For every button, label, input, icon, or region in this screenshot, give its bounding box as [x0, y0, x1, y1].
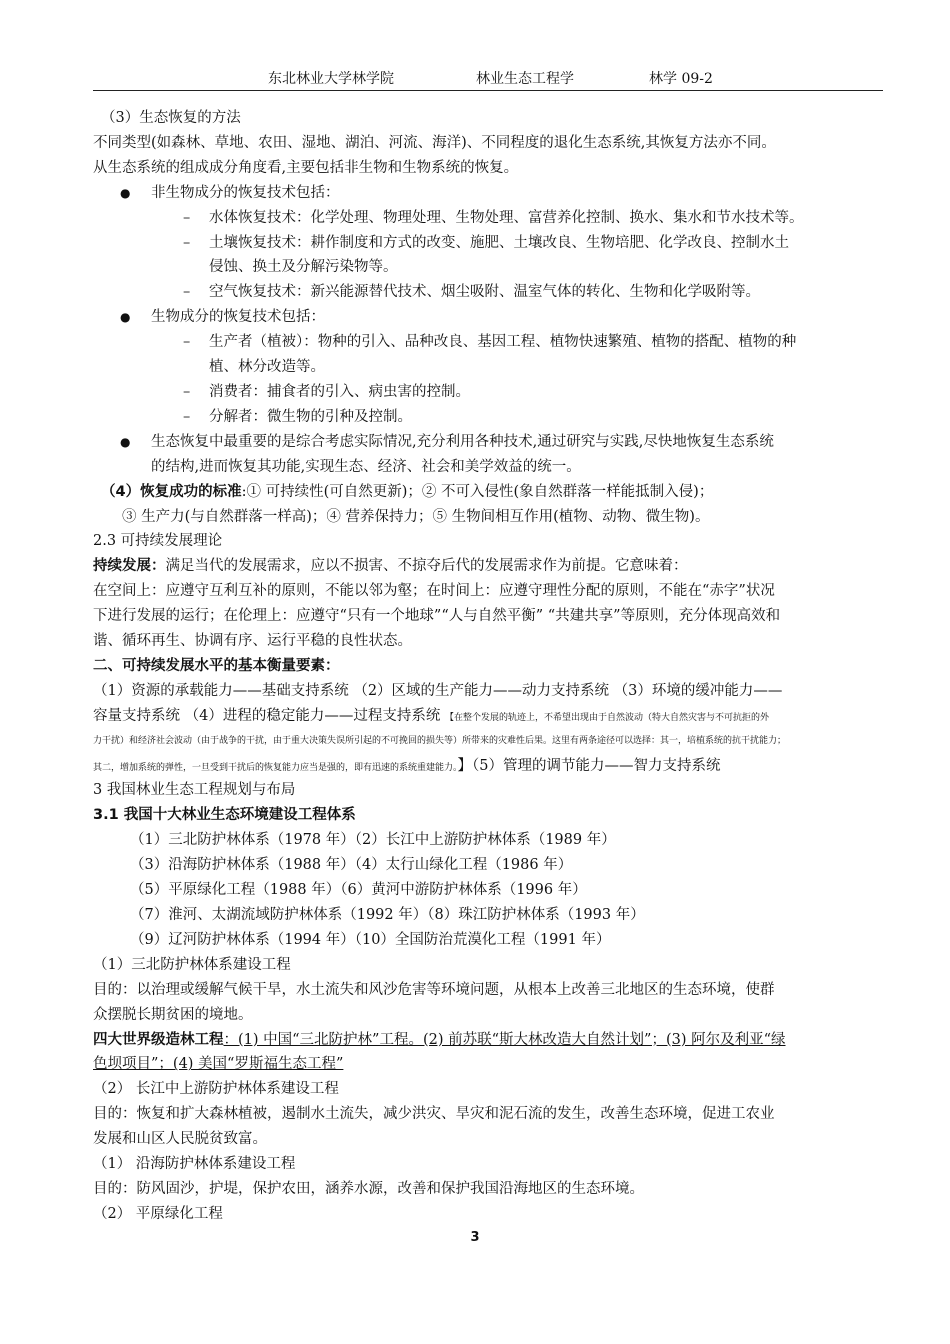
paragraph: 目的：防风固沙，护堤，保护农田，涵养水源，改善和保护我国沿海地区的生态环境。	[93, 1180, 644, 1197]
paragraph: 在空间上：应遵守互利互补的原则，不能以邻为壑；在时间上：应遵守理性分配的原则，不能在“赤字”状况	[93, 583, 775, 600]
bullet-item: ● 非生物成分的恢复技术包括：	[93, 181, 883, 206]
four-projects-text: ：(1) 中国“三北防护林”工程。(2) 前苏联“斯大林改造大自然计划”；(3) 阿尔及利亚“绿	[223, 1031, 786, 1048]
section-title: 3 我国林业生态工程规划与布局	[93, 782, 296, 799]
section-title: 2.3 可持续发展理论	[93, 533, 223, 550]
subsection-title: （2） 平原绿化工程	[93, 1205, 223, 1222]
paragraph: （1）资源的承载能力——基础支持系统 （2）区域的生产能力——动力支持系统 （3）环境的缓冲能力——	[93, 682, 783, 699]
list-item: （1）三北防护林体系（1978 年）（2）长江中上游防护林体系（1989 年）	[130, 832, 616, 849]
header-course: 林业生态工程学	[476, 71, 574, 87]
paragraph: 从生态系统的组成成分角度看,主要包括非生物和生物系统的恢复。	[93, 159, 519, 176]
bullet-item-continued: 的结构,进而恢复其功能,实现生态、经济、社会和美学效益的统一。	[151, 458, 581, 475]
paragraph: 不同类型(如森林、草地、农田、湿地、湖泊、河流、海洋)、不同程度的退化生态系统,其恢复方法亦不同。	[93, 134, 776, 151]
four-projects-label: 四大世界级造林工程	[93, 1031, 224, 1048]
dash-item: – 生产者（植被）：物种的引入、品种改良、基因工程、植物快速繁殖、植物的搭配、植物的种	[93, 330, 883, 355]
dash-item: – 空气恢复技术：新兴能源替代技术、烟尘吸附、温室气体的转化、生物和化学吸附等。	[93, 280, 883, 305]
paragraph: 谐、循环再生、协调有序、运行平稳的良性状态。	[93, 633, 412, 650]
dash-item: – 消费者：捕食者的引入、病虫害的控制。	[93, 380, 883, 405]
list-item: （5）平原绿化工程（1988 年）（6）黄河中游防护林体系（1996 年）	[130, 882, 587, 899]
paragraph: 发展和山区人民脱贫致富。	[93, 1131, 267, 1148]
list-item: （7）淮河、太湖流域防护林体系（1992 年）（8）珠江防护林体系（1993 年）	[130, 907, 645, 923]
list-item: （9）辽河防护林体系（1994 年）（10）全国防治荒漠化工程（1991 年）	[130, 931, 611, 948]
paragraph-text: 】（5）管理的调节能力——智力支持系统	[457, 757, 721, 774]
page-number: 3	[470, 1230, 480, 1245]
four-projects-continued: 色坝项目”；(4) 美国“罗斯福生态工程”	[93, 1056, 344, 1073]
definition	[93, 554, 883, 579]
paragraph: 目的：恢复和扩大森林植被，遏制水土流失，减少洪灾、旱灾和泥石流的发生，改善生态环境，促进工农业	[93, 1106, 775, 1123]
subsection-title: （1）三北防护林体系建设工程	[93, 956, 291, 973]
paragraph	[93, 704, 883, 729]
paragraph: 下进行发展的运行；在伦理上：应遵守“只有一个地球”“人与自然平衡” “共建共享”等原则，充分体现高效和	[93, 608, 781, 625]
section-heading: 二、可持续发展水平的基本衡量要素：	[93, 657, 340, 674]
small-note: 【在整个发展的轨迹上，不希望出现由于自然波动（特大自然灾害与不可抗拒的外	[444, 712, 769, 723]
page-header	[93, 66, 883, 91]
dash-item: – 分解者：微生物的引种及控制。	[93, 405, 883, 430]
list-item: （3）沿海防护林体系（1988 年）（4）太行山绿化工程（1986 年）	[130, 857, 573, 874]
subsection-title: （1） 沿海防护林体系建设工程	[93, 1156, 296, 1173]
four-projects	[93, 1028, 883, 1053]
success-criteria-label: （4）恢复成功的标准	[101, 483, 242, 500]
dash-item: – 水体恢复技术：化学处理、物理处理、生物处理、富营养化控制、换水、集水和节水技术等。	[93, 206, 883, 231]
header-class: 林学 09-2	[649, 71, 713, 87]
success-criteria	[93, 480, 883, 505]
paragraph	[93, 754, 883, 779]
subsection-title: （2） 长江中上游防护林体系建设工程	[93, 1081, 339, 1098]
section-heading: 3.1 我国十大林业生态环境建设工程体系	[93, 807, 356, 824]
success-criteria-continued: ③ 生产力(与自然群落一样高)；④ 营养保持力；⑤ 生物间相互作用(植物、动物、微生物)。	[122, 508, 710, 525]
bullet-item: ● 生物成分的恢复技术包括：	[93, 305, 883, 330]
success-criteria-text: :① 可持续性(可自然更新)；② 不可入侵性(象自然群落一样能抵制入侵)；	[241, 483, 714, 500]
paragraph: 目的：以治理或缓解气候干旱，水土流失和风沙危害等环境问题，从根本上改善三北地区的生态环境，使群	[93, 981, 775, 998]
section-title: （3）生态恢复的方法	[101, 110, 241, 126]
header-school: 东北林业大学林学院	[268, 71, 394, 87]
page-content	[93, 106, 883, 1227]
dash-item-continued: 侵蚀、换土及分解污染物等。	[209, 259, 398, 276]
paragraph: 众摆脱长期贫困的境地。	[93, 1006, 253, 1023]
small-note: 力干扰）和经济社会波动（由于战争的干扰，由于重大决策失误所引起的不可挽回的损失等）所带来的灾难性后果。这里有两条途径可以选择：其一，培植系统的抗干扰能力；	[93, 735, 787, 746]
dash-item-continued: 植、林分改造等。	[209, 359, 325, 376]
small-note: 其二，增加系统的弹性，一旦受到干扰后的恢复能力应当是强的，即有迅速的系统重建能力。	[93, 762, 458, 773]
bullet-item: ● 生态恢复中最重要的是综合考虑实际情况,充分利用各种技术,通过研究与实践,尽快地恢复生态系统	[93, 430, 883, 455]
paragraph-text: 容量支持系统 （4）进程的稳定能力——过程支持系统	[93, 707, 445, 724]
definition-label: 持续发展：	[93, 558, 166, 575]
dash-item: – 土壤恢复技术：耕作制度和方式的改变、施肥、土壤改良、生物培肥、化学改良、控制水土	[93, 231, 883, 256]
definition-text: 满足当代的发展需求，应以不损害、不掠夺后代的发展需求作为前提。它意味着：	[165, 558, 688, 575]
